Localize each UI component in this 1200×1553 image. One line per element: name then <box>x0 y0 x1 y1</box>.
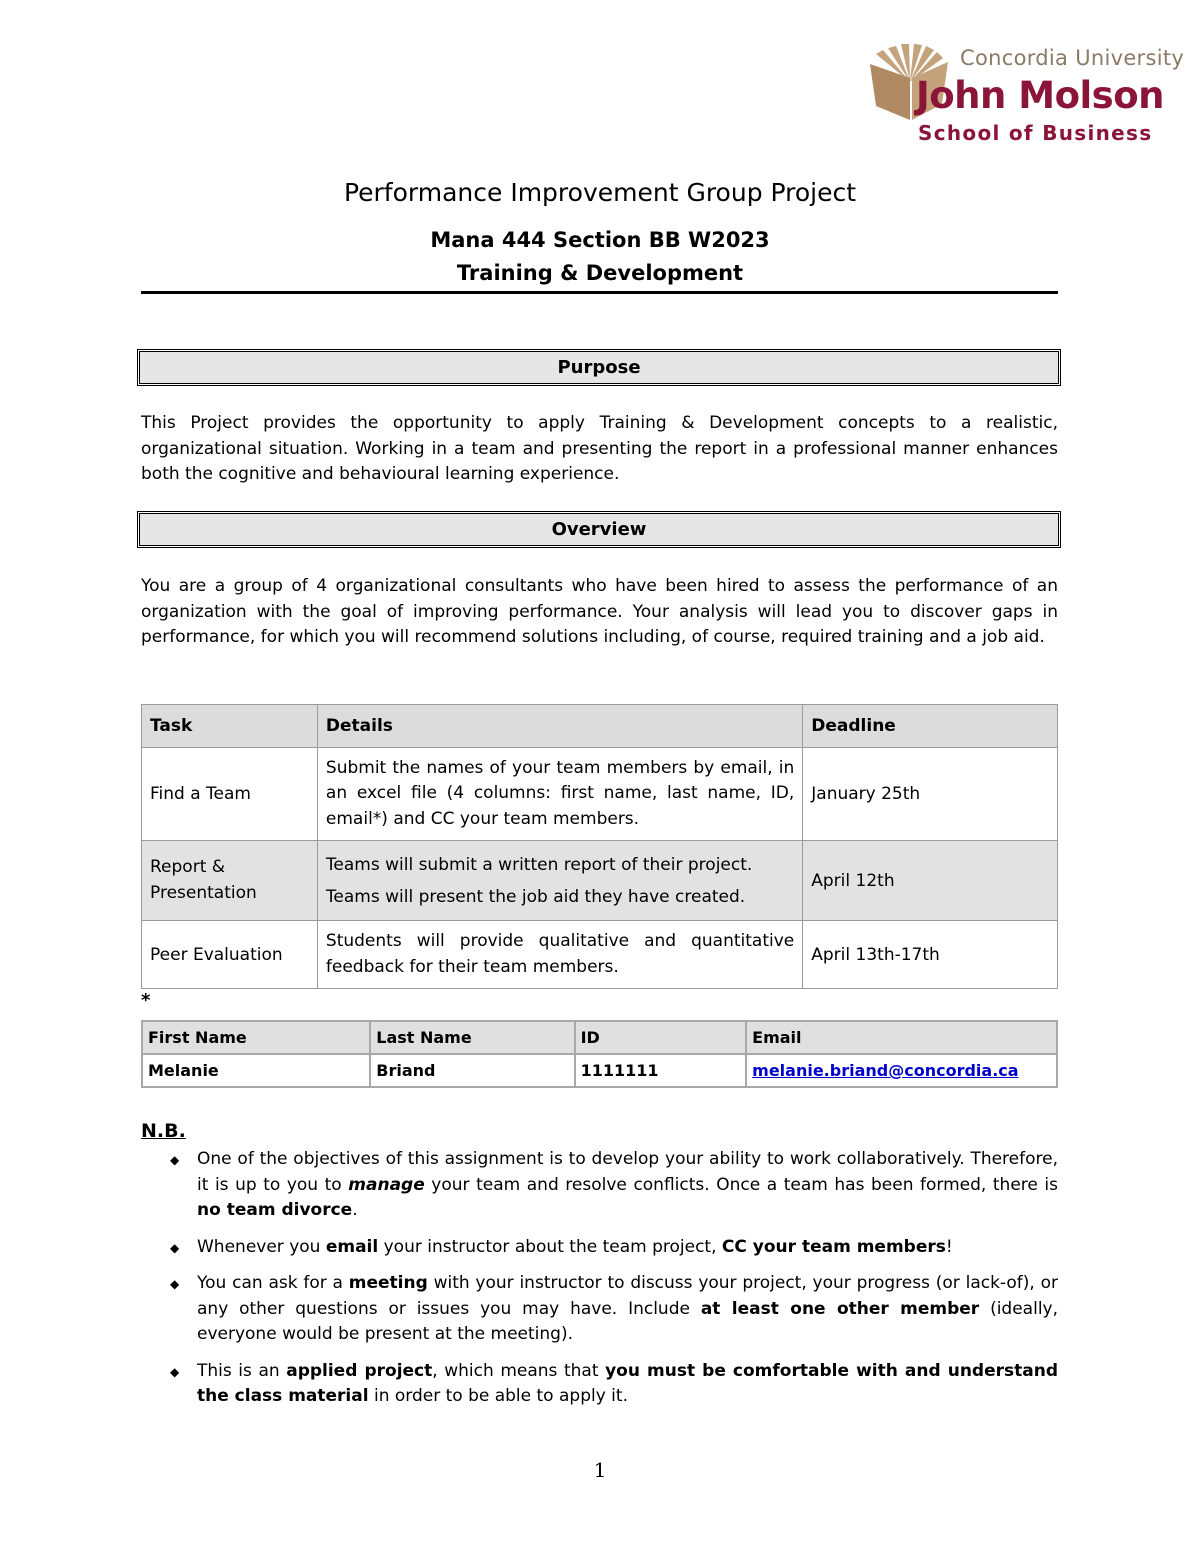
bullet-text: Whenever you <box>197 1236 326 1257</box>
bullet-text: One of the objectives of this assignment is to develop your ability to work collaboratively. Therefore, it is up to you to <box>197 1149 1058 1195</box>
footnote-marker: * <box>141 990 151 1011</box>
details-column-header: Details <box>317 705 802 748</box>
task-cell: Report & Presentation <box>142 841 318 921</box>
title-divider <box>141 291 1058 294</box>
bullet-emphasis: at least one other member <box>700 1298 980 1319</box>
task-cell: Peer Evaluation <box>142 921 318 989</box>
page-number: 1 <box>593 1458 607 1482</box>
nb-list <box>141 1147 1058 1421</box>
details-line: Teams will submit a written report of their project. <box>325 854 753 875</box>
university-logo <box>868 44 1185 145</box>
table-row <box>142 841 1058 921</box>
bullet-text: . <box>352 1200 358 1220</box>
deadline-cell: April 13th-17th <box>803 921 1058 989</box>
bullet-emphasis: no team divorce <box>197 1200 353 1220</box>
id-cell: 1111111 <box>575 1054 747 1087</box>
id-header: ID <box>575 1021 747 1054</box>
bullet-icon: ◆ <box>170 1240 180 1255</box>
bullet-emphasis: you must be comfortable with and understand the class material <box>197 1360 1059 1406</box>
purpose-heading: Purpose <box>139 351 1059 384</box>
first-name-header: First Name <box>142 1021 370 1054</box>
bullet-emphasis: email <box>325 1236 379 1257</box>
task-cell: Find a Team <box>142 748 318 841</box>
bullet-text: ! <box>945 1236 953 1257</box>
course-code: Mana 444 Section BB W2023 <box>430 228 770 252</box>
bullet-icon: ◆ <box>170 1153 180 1167</box>
deadline-column-header: Deadline <box>803 705 1058 748</box>
bullet-text: with your instructor to discuss your project, your progress (or lack-of), or any other questions or issues you may have. Include <box>197 1273 1058 1319</box>
table-row <box>142 921 1058 989</box>
document-title: Performance Improvement Group Project <box>343 178 857 207</box>
bullet-icon: ◆ <box>170 1364 180 1379</box>
table-row <box>142 748 1058 841</box>
email-header: Email <box>746 1021 1057 1054</box>
details-line: Teams will present the job aid they have created. <box>325 886 746 907</box>
bullet-text: in order to be able to apply it. <box>368 1386 628 1406</box>
list-item <box>141 1359 1058 1410</box>
bullet-emphasis: meeting <box>348 1273 428 1293</box>
course-subject: Training & Development <box>456 261 744 285</box>
bullet-icon: ◆ <box>170 1277 180 1291</box>
bullet-text: your instructor about the team project, <box>378 1236 722 1257</box>
overview-text: You are a group of 4 organizational consultants who have been hired to assess the performance of an organization with the goal of improving performance. Your analysis will lead you to discover gaps in performance, for which you will recommend solutions including, of course, required training and a job aid. <box>141 576 1058 647</box>
last-name-header: Last Name <box>370 1021 574 1054</box>
logo-university-name: Concordia University <box>960 46 1185 70</box>
details-cell: Students will provide qualitative and quantitative feedback for their team members. <box>317 921 802 989</box>
logo-school-name: John Molson <box>916 74 1164 117</box>
deadline-cell: January 25th <box>803 748 1058 841</box>
table-row <box>142 1054 1057 1087</box>
bullet-emphasis: CC your team members <box>721 1236 946 1257</box>
details-cell: Submit the names of your team members by email, in an excel file (4 columns: first name, last name, ID, email*) and CC your team members. <box>317 748 802 841</box>
overview-heading: Overview <box>139 513 1059 546</box>
details-cell <box>317 841 802 921</box>
table-header-row <box>142 705 1058 748</box>
bullet-emphasis: manage <box>348 1174 425 1195</box>
last-name-cell: Briand <box>370 1054 574 1087</box>
logo-school-subtitle: School of Business <box>918 121 1153 145</box>
task-column-header: Task <box>142 705 318 748</box>
email-cell <box>746 1054 1057 1087</box>
bullet-text: (ideally, everyone would be present at the meeting). <box>197 1298 1059 1344</box>
example-table <box>141 1020 1058 1088</box>
table-header-row <box>142 1021 1057 1054</box>
deadline-cell: April 12th <box>803 841 1058 921</box>
bullet-text: your team and resolve conflicts. Once a team has been formed, there is <box>424 1174 1059 1195</box>
list-item <box>141 1271 1058 1348</box>
nb-heading: N.B. <box>141 1120 186 1142</box>
bullet-text: , which means that <box>432 1360 606 1381</box>
purpose-text: This Project provides the opportunity to apply Training & Development concepts to a realistic, organizational situation. Working in a team and presenting the report in a professional manner enhances both the cognitive and behavioural learning experience. <box>141 413 1058 484</box>
bullet-emphasis: applied project <box>286 1360 433 1381</box>
email-link[interactable]: melanie.briand@concordia.ca <box>752 1061 1019 1080</box>
bullet-text: This is an <box>197 1360 287 1381</box>
bullet-text: You can ask for a <box>197 1273 349 1293</box>
task-table <box>141 704 1058 989</box>
list-item <box>141 1147 1058 1224</box>
list-item <box>141 1235 1058 1261</box>
first-name-cell: Melanie <box>142 1054 370 1087</box>
